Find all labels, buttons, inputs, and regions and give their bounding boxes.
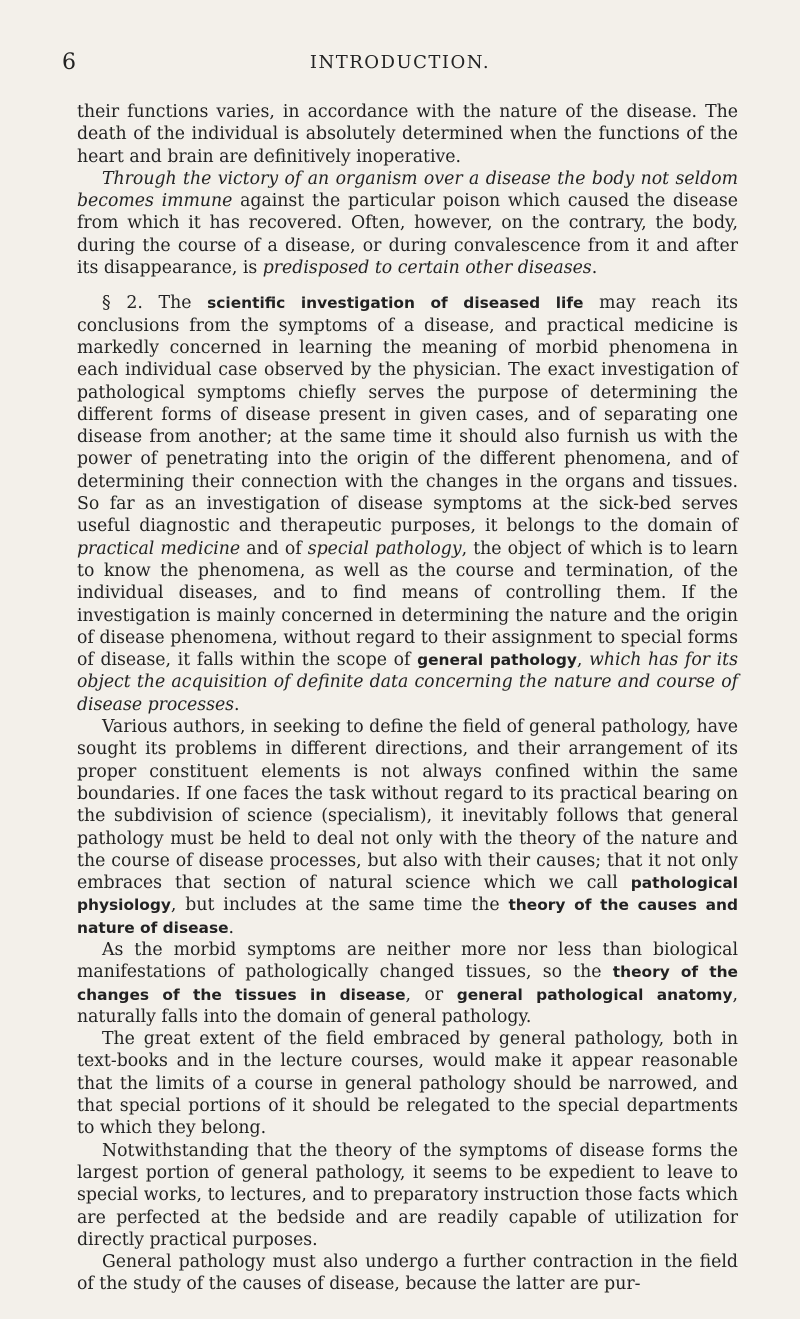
- text-run: Various authors, in seeking to define the field of general pathology, have sought its problems in different directions, and their arrangement of its proper constituent elements is not always confined within the same boundaries. If one faces the task without regard to its practical bearing on the subdivision of science (specialism), it inevitably follows that general pathology must be held to deal not only with the theory of the nature and the course of disease processes, but also with their causes; that it not only embraces that section of natural science which we call: [77, 717, 738, 894]
- section-paragraph: [77, 292, 738, 716]
- italic-phrase: special pathology: [307, 538, 462, 559]
- text-run: § 2. The: [102, 293, 208, 314]
- bold-term: scientific investigation of diseased life: [207, 294, 584, 313]
- text-run: their functions varies, in accordance with the nature of the disease. The death of the individual is absolutely determined when the functions of the heart and brain are definitively inoperative.: [77, 102, 738, 167]
- text-run: .: [228, 917, 235, 938]
- paragraph: [77, 1140, 738, 1251]
- text-run: .: [591, 258, 598, 279]
- text-run: Notwithstanding that the theory of the symptoms of disease forms the largest portion of general pathology, it seems to be expedient to leave to special works, to lectures, and to preparatory instruction those facts which are perfected at the bedside and are readily capable of utilization for directly practical purposes.: [77, 1140, 738, 1250]
- text-run: against the particular poison which caused the disease from which it has recovered. Often, however, on the contrary, the body, during the course of a disease, or during convalescence from it and after its disappearance, is: [77, 191, 738, 279]
- text-run: ,: [576, 650, 590, 671]
- paragraph: [77, 716, 738, 939]
- text-run: The great extent of the field embraced by general pathology, both in text-books and in the lecture courses, would make it appear reasonable that the limits of a course in general pathology should be narrowed, and that special portions of it should be relegated to the special departments to which they belong.: [77, 1029, 738, 1139]
- text-run: As the morbid symptoms are neither more nor less than biological manifestations of pathologically changed tissues, so the: [77, 939, 738, 983]
- text-run: and of: [240, 538, 308, 559]
- text-run: may reach its conclusions from the symptoms of a disease, and practical medicine is markedly concerned in learning the meaning of morbid phenomena in each individual case observed by the physician. The exact investigation of pathological symptoms chiefly serves the purpose of determining the different forms of disease present in given cases, and of separating one disease from another; at the same time it should also furnish us with the power of penetrating into the origin of the different phenomena, and of determining their connection with the changes in the organs and tissues. So far as an investigation of disease symptoms at the sick-bed serves useful diagnostic and therapeutic purposes, it belongs to the domain of: [77, 293, 738, 537]
- text-run: , the object of which is to learn to know the phenomena, as well as the course and termination, of the individual diseases, and to find means of controlling them. If the investigation is mainly concerned in determining the nature and the origin of disease phenomena, without regard to their assignment to special forms of disease, it falls within the scope of: [77, 538, 738, 671]
- page-header: [0, 50, 800, 80]
- paragraph: [77, 1028, 738, 1139]
- body-text: [77, 101, 738, 1296]
- text-run: , or: [405, 984, 457, 1005]
- page-number: 6: [62, 50, 76, 75]
- text-run: .: [234, 694, 240, 715]
- bold-term: theory of the causes and nature of disease: [77, 896, 738, 937]
- bold-term: general pathology: [417, 651, 577, 670]
- italic-phrase: practical medicine: [77, 538, 241, 559]
- bold-term: general pathological anatomy: [456, 985, 733, 1004]
- paragraph: [77, 168, 738, 279]
- paragraph: [77, 1251, 738, 1296]
- italic-phrase: Through the victory of an organism over a disease the body not seldom becomes immune: [77, 168, 738, 212]
- italic-phrase: predisposed to certain other diseases: [262, 258, 592, 279]
- bold-term: pathological physiology: [77, 874, 738, 915]
- bold-term: theory of the changes of the tissues in disease: [77, 963, 738, 1004]
- paragraph: [77, 101, 738, 168]
- running-head: INTRODUCTION.: [309, 52, 491, 73]
- italic-phrase: which has for its object the acquisition of definite data concerning the nature and course of disease processes: [77, 650, 738, 715]
- text-run: General pathology must also undergo a further contraction in the field of the study of the causes of disease, because the latter are pur-: [77, 1252, 738, 1295]
- text-run: , but includes at the same time the: [170, 895, 509, 916]
- paragraph: [77, 939, 738, 1028]
- text-run: , naturally falls into the domain of general pathology.: [77, 984, 738, 1027]
